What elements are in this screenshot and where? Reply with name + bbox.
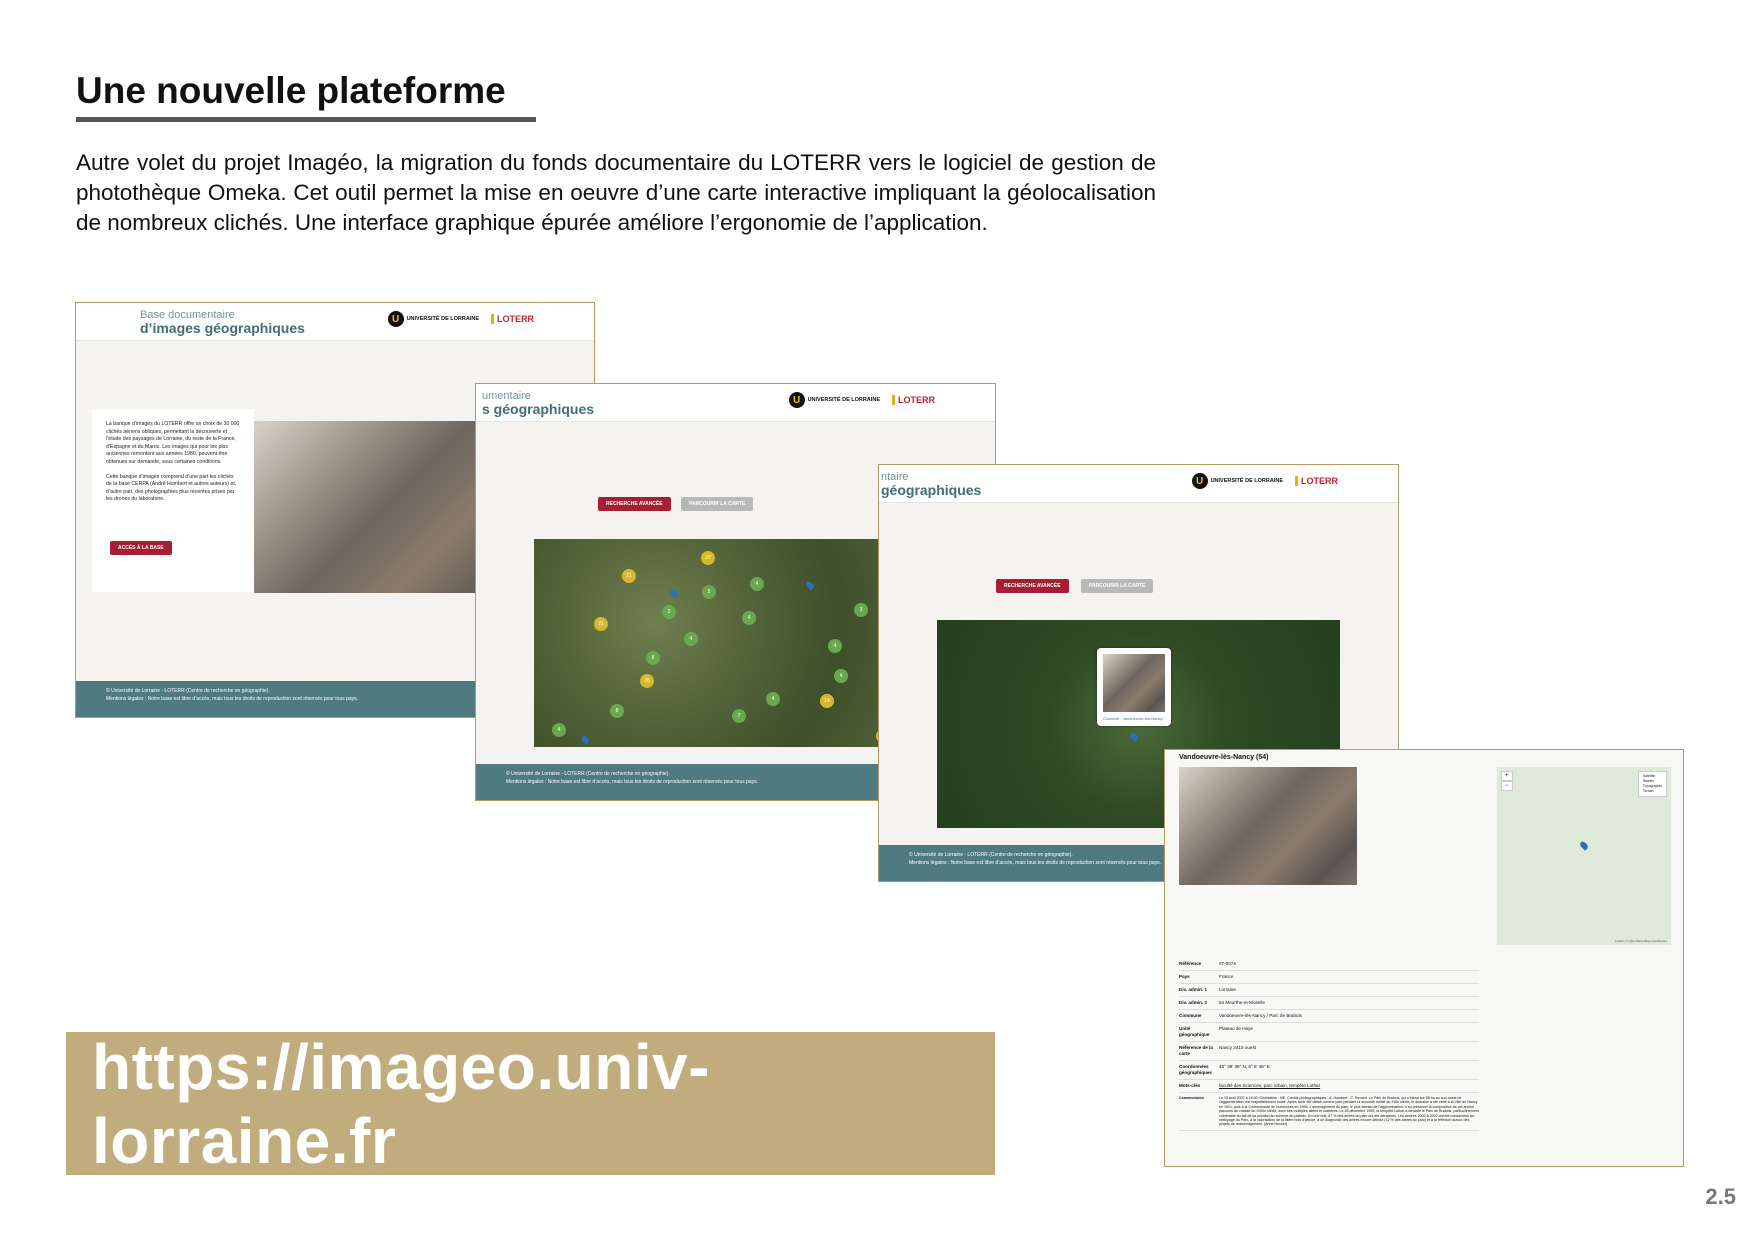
site-brand[interactable]: umentaire s géographiques (482, 390, 595, 417)
table-row: Commentaires Le 15 avril 2007 à 16:00. Orientation : NE. Crédits photographiques : A. Humbert - C. Renard. Le Parc de Brabois, qui s’étend sur 58 ha au sud-ouest de l’agglomération, est majoritairement boisé. Après avoir été utilisé comme parc pendant la seconde moitié du XIXe siècle, le domaine a été cédé à la Ville de Nancy en 1921, puis à la Communauté de communes en 1995. L’aménagement du parc, le plus étendu de l’agglomération, a su préserver la composition de cet ancien parcours de chasse du XVIIIe siècle, avec ses multiples allées et clairières. Le 26 décembre 1999, la tempête Lothar a dévasté le Parc de Brabois, particulièrement vulnérable du fait de sa position au sommet du plateau. En une nuit, 87 % des arbres du parc ont été déracinés. Les années 2000 à 2002 ont été consacrées au nettoyage du Parc, à la valorisation de la filière bois d’œuvre, à un diagnostic des arbres encore debout (12 % des arbres du parc) et à la réflexion autour des projets de réaménagement. (Anne Hecker) (1179, 1093, 1479, 1131)
table-row: Pays France (1179, 971, 1479, 984)
intro-paragraph: Autre volet du projet Imagéo, la migration du fonds documentaire du LOTERR vers le logiciel de gestion de photothèque Omeka. Cet outil permet la mise en oeuvre d’une carte interactive impliquant la géolocalisation de nombreux clichés. Une interface graphique épurée améliore l’ergonomie de l’application. (76, 150, 1156, 235)
layer-switcher[interactable]: Satellite Streets Topographic Terrain (1638, 771, 1667, 797)
table-row: Référence 07-0074 (1179, 958, 1479, 971)
table-row: Référence de la carte Nancy 3415 ouest (1179, 1042, 1479, 1061)
item-metadata-table (1179, 958, 1479, 1131)
map-cluster[interactable]: 8 (610, 704, 624, 718)
table-row: Div. admin. 1 Lorraine (1179, 984, 1479, 997)
universite-lorraine-logo: U UNIVERSITÉ DE LORRAINE (1192, 473, 1283, 489)
loterr-logo: LOTERR (892, 395, 935, 405)
map-cluster[interactable]: 4 (834, 669, 848, 683)
map-cluster[interactable]: 3 (854, 603, 868, 617)
map-cluster[interactable]: 4 (750, 577, 764, 591)
table-row: Div. admin. 2 54 Meurthe-et-Moselle (1179, 997, 1479, 1010)
site-header (879, 465, 1398, 503)
table-row: Unité géographique Plateau de Haye (1179, 1023, 1479, 1042)
map-cluster[interactable]: 14 (820, 694, 834, 708)
map-cluster[interactable]: 4 (684, 632, 698, 646)
page-title: Une nouvelle plateforme (76, 70, 506, 111)
site-brand[interactable]: Base documentaire d’images géographiques (140, 309, 305, 336)
map-cluster[interactable]: 4 (828, 639, 842, 653)
map-marker-icon[interactable] (1579, 840, 1590, 851)
table-row: Commune Vandoeuvre-lès-Nancy / Parc de Brabois (1179, 1010, 1479, 1023)
table-row: Coordonnées géographiques 48° 39′ 38″ N, 6° 8′ 48″ E (1179, 1061, 1479, 1080)
table-row: Mots-clés faculté des Sciences, parc urbain, tempête Lothar (1179, 1080, 1479, 1093)
title-underline (76, 117, 536, 122)
loterr-logo: LOTERR (491, 314, 534, 324)
screenshot-item-detail (1164, 749, 1684, 1167)
zoom-in-button[interactable]: + (1501, 771, 1513, 781)
partner-logos (789, 392, 935, 408)
site-header (76, 303, 594, 341)
universite-lorraine-logo: U UNIVERSITÉ DE LORRAINE (388, 311, 479, 327)
popup-thumbnail[interactable] (1103, 654, 1165, 712)
map-cluster[interactable]: 21 (622, 569, 636, 583)
advanced-search-button[interactable]: RECHERCHE AVANCÉE (598, 497, 671, 511)
map-marker-icon[interactable] (805, 580, 816, 591)
site-url[interactable]: https://imageo.univ-lorraine.fr (92, 1030, 710, 1177)
access-base-button[interactable]: ACCÈS À LA BASE (110, 541, 172, 555)
map-popup[interactable]: Contexte : Vandoeuvre-lès-Nancy (1097, 648, 1171, 726)
site-brand[interactable]: ntaire géographiques (881, 471, 982, 498)
page-number: 2.5 (1705, 1184, 1736, 1209)
advanced-search-button[interactable]: RECHERCHE AVANCÉE (996, 579, 1069, 593)
universite-lorraine-logo: U UNIVERSITÉ DE LORRAINE (789, 392, 880, 408)
site-footer: © Université de Lorraine - LOTERR (Centre de recherche en géographie). Mentions légales : Notre base est libre d’accès, mais tous les droits de reproduction sont réservés pour tous pays. (879, 845, 1398, 881)
url-banner (66, 1032, 995, 1175)
map-marker-icon[interactable] (1129, 731, 1140, 742)
browse-map-button[interactable]: PARCOURIR LA CARTE (681, 497, 753, 511)
map-cluster[interactable]: 26 (640, 674, 654, 688)
map-cluster[interactable]: 4 (742, 611, 756, 625)
satellite-map[interactable] (534, 539, 937, 747)
map-cluster[interactable]: 21 (594, 617, 608, 631)
map-cluster[interactable]: 7 (732, 709, 746, 723)
map-cluster[interactable]: 2 (662, 605, 676, 619)
location-map[interactable]: + − Satellite Streets Topographic Terrain Leaflet | © OpenStreetMap contributors (1497, 767, 1671, 945)
map-marker-icon[interactable] (580, 734, 591, 745)
map-marker-icon[interactable] (669, 588, 680, 599)
browse-map-button[interactable]: PARCOURIR LA CARTE (1081, 579, 1153, 593)
site-footer: © Université de Lorraine - LOTERR (Centre de recherche en géographie). Mentions légales : Notre base est libre d’accès, mais tous les droits de reproduction sont réservés pour tous pays. (76, 681, 594, 717)
map-cluster[interactable]: 4 (552, 723, 566, 737)
map-cluster[interactable]: 27 (701, 551, 715, 565)
item-photo[interactable] (1179, 767, 1357, 885)
item-title: Vandoeuvre-lès-Nancy (54) (1179, 754, 1269, 761)
partner-logos (388, 311, 534, 327)
map-cluster[interactable]: 5 (702, 585, 716, 599)
partner-logos (1192, 473, 1338, 489)
zoom-out-button[interactable]: − (1501, 781, 1513, 791)
site-header (476, 384, 995, 422)
map-cluster[interactable]: 8 (646, 651, 660, 665)
loterr-logo: LOTERR (1295, 476, 1338, 486)
hero-text-panel: La banque d’images du LOTERR offre un choix de 30 000 clichés aériens obliques, permettant la découverte et l’étude des paysages de Lorraine, du reste de la France, d’Espagne et du Maroc. Les images qui pour les plus anciennes remontent aux années 1980, peuvent être obtenues sur demande, sous certaines conditions. Cette banque d’images comprend d’une part les clichés de la base CERPA (André Humbert et autres auteurs) et, d’autre part, des photographies plus récentes prises par les drones du laboratoire. (92, 409, 254, 592)
map-cluster[interactable]: 4 (766, 692, 780, 706)
site-footer: © Université de Lorraine - LOTERR (Centre de recherche en géographie). Mentions légales : Notre base est libre d’accès, mais tous les droits de reproduction sont réservés pour tous pays. (476, 764, 995, 800)
